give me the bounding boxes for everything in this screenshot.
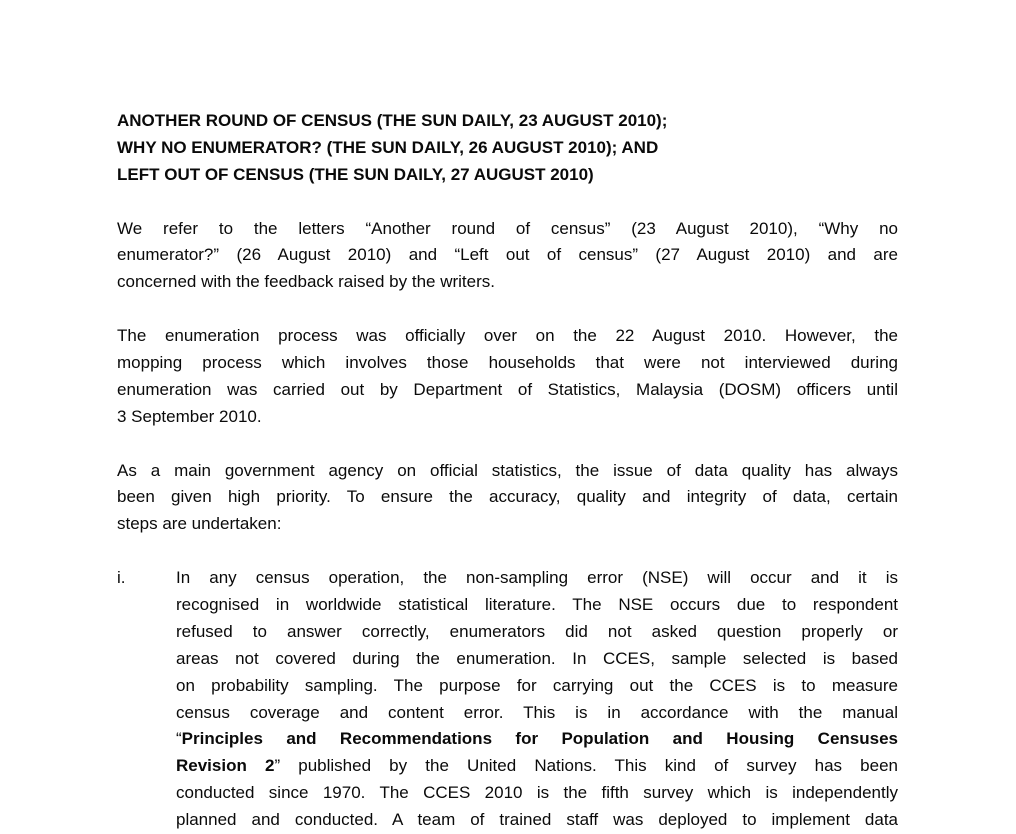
paragraph-line: enumeration was carried out by Department of Statistics, Malaysia (DOSM) officers until bbox=[117, 379, 898, 399]
paragraph-line: been given high priority. To ensure the accuracy, quality and integrity of data, certain bbox=[117, 487, 898, 507]
paragraph-line: 3 September 2010. bbox=[117, 406, 262, 426]
paragraph-data-quality bbox=[117, 458, 898, 539]
list-item-line: on probability sampling. The purpose for carrying out the CCES is to measure bbox=[176, 675, 898, 695]
list-item-line: census coverage and content error. This is in accordance with the manual bbox=[176, 702, 898, 722]
paragraph-intro bbox=[117, 216, 898, 297]
paragraph-line: As a main government agency on official statistics, the issue of data quality has always bbox=[117, 460, 898, 480]
list-item-line: conducted since 1970. The CCES 2010 is the fifth survey which is independently bbox=[176, 783, 898, 803]
list-item-i bbox=[117, 565, 898, 834]
list-item-line: refused to answer correctly, enumerators did not asked question properly or bbox=[176, 621, 898, 641]
manual-title-bold: Revision 2 bbox=[176, 756, 275, 776]
paragraph-line: We refer to the letters “Another round of census” (23 August 2010), “Why no bbox=[117, 218, 898, 238]
paragraph-line: steps are undertaken: bbox=[117, 514, 282, 534]
list-item-line-manual-title bbox=[176, 753, 898, 780]
manual-title-bold: Principles and Recommendations for Population and Housing Censuses bbox=[181, 729, 898, 749]
paragraph-line: enumerator?” (26 August 2010) and “Left out of census” (27 August 2010) and are bbox=[117, 245, 898, 265]
document-title bbox=[117, 108, 898, 189]
document-page bbox=[117, 108, 898, 834]
list-item-line: recognised in worldwide statistical literature. The NSE occurs due to respondent bbox=[176, 595, 898, 615]
title-line-3: LEFT OUT OF CENSUS (THE SUN DAILY, 27 AUGUST 2010) bbox=[117, 164, 594, 184]
paragraph-enumeration bbox=[117, 323, 898, 431]
paragraph-line: The enumeration process was officially over on the 22 August 2010. However, the bbox=[117, 326, 898, 346]
title-line-1: ANOTHER ROUND OF CENSUS (THE SUN DAILY, 23 AUGUST 2010); bbox=[117, 111, 668, 130]
open-quote: “ bbox=[176, 729, 182, 749]
list-item-line: In any census operation, the non-sampling error (NSE) will occur and it is bbox=[176, 568, 898, 588]
list-item-line-rest: ” published by the United Nations. This kind of survey has been bbox=[274, 756, 898, 776]
list-item-line-manual-title bbox=[176, 726, 898, 753]
list-item-line-clipped: planned and conducted. A team of trained staff was deployed to implement data bbox=[176, 810, 898, 830]
list-item-line: areas not covered during the enumeration. In CCES, sample selected is based bbox=[176, 648, 898, 668]
title-line-2: WHY NO ENUMERATOR? (THE SUN DAILY, 26 AUGUST 2010); AND bbox=[117, 137, 659, 157]
list-item-text bbox=[176, 565, 898, 834]
paragraph-line: mopping process which involves those households that were not interviewed during bbox=[117, 353, 898, 373]
list-item-marker: i. bbox=[117, 568, 126, 588]
paragraph-line: concerned with the feedback raised by the writers. bbox=[117, 272, 495, 292]
